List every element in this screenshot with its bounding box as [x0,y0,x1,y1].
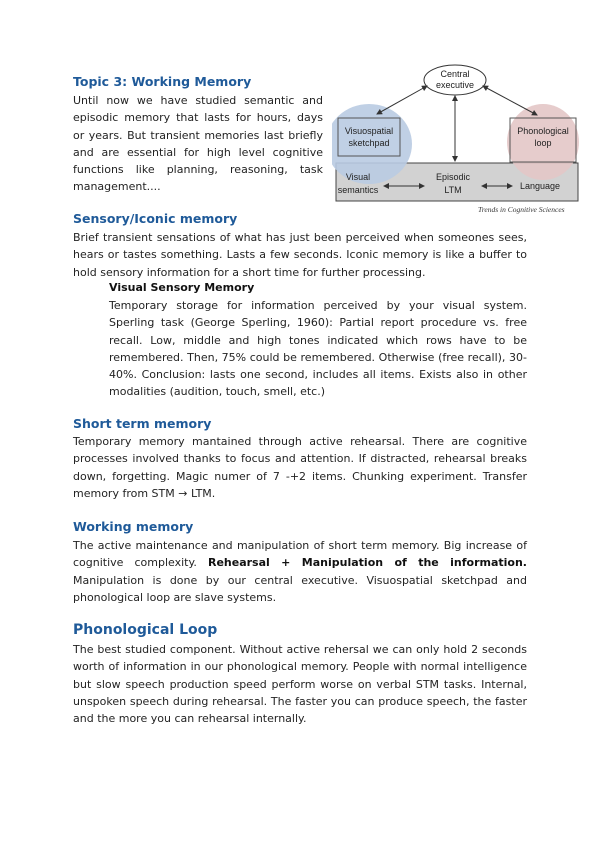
wm-body-bold: Rehearsal + Manipulation of the information. [207,556,527,570]
visual-semantics-label-2: semantics [337,185,379,195]
working-memory-diagram [332,62,582,222]
stm-body: Temporary memory mantained through active rehearsal. There are cognitive processes involved thanks to focus and attention. If distracted, rehearsal breaks down, forgetting. Magic numer of 7 -+2 items. Chunking experiment. Transfer memory from STM → LTM. [73,435,527,500]
visuospatial-label-2: sketchpad [348,138,390,148]
sensory-title: Sensory/Iconic memory [73,211,238,226]
topic-intro: Until now we have studied semantic and episodic memory that lasts for hours, days or years. But transient memories last briefly and are essential for high level cognitive functions like planning, reasoning, task management.... [73,94,323,194]
visual-sensory-title: Visual Sensory Memory [109,281,255,294]
episodic-ltm-label-2: LTM [444,185,462,195]
topic-title: Topic 3: Working Memory [73,74,252,89]
wm-body-end: Manipulation is done by our central executive. Visuospatial sketchpad and phonological loop are slave systems. [73,573,527,604]
language-label: Language [519,181,561,191]
wm-body-start: The active maintenance and manipulation of short term memory. Big increase of cognitive complexity. [73,539,527,570]
arrow-ce-visuospatial [377,86,427,114]
episodic-ltm-label-1: Episodic [435,172,471,182]
figure-credit: Trends in Cognitive Sciences [478,205,565,214]
wm-title: Working memory [73,519,194,534]
visuospatial-label-1: Visuospatial [344,126,394,136]
central-executive-label-1: Central [440,69,470,79]
phonological-label-1: Phonological [517,126,569,136]
wm-body [73,537,527,606]
central-executive-label-2: executive [435,80,475,90]
phon-body: The best studied component. Without active rehersal we can only hold 2 seconds worth of information in our phonological memory. People with normal intelligence but slow speech production speed perform worse on verbal STM tasks. Internal, unspoken speech during rehearsal. The faster you can produce speech, the faster and the more you can rehearsal internally. [73,643,527,726]
phonological-label-2: loop [534,138,552,148]
diagram-svg [332,62,582,222]
sensory-body: Brief transient sensations of what has just been perceived when someones sees, hears or tastes something. Lasts a few seconds. Iconic memory is like a buffer to hold sensory information for a short time for further processing. [73,231,527,279]
visual-semantics-label-1: Visual [345,172,371,182]
visual-sensory-body: Temporary storage for information perceived by your visual system. Sperling task (George Sperling, 1960): Partial report procedure vs. free recall. Low, middle and high tones indicated which rows have to be remembered. Then, 75% could be remembered. Otherwise (free recall), 30-40%. Conclusion: lasts one second, includes all items. Exists also in other modalities (audition, touch, smell, etc.) [109,299,527,399]
phon-title: Phonological Loop [73,622,218,638]
stm-title: Short term memory [73,416,212,431]
arrow-ce-phonological [483,86,537,115]
